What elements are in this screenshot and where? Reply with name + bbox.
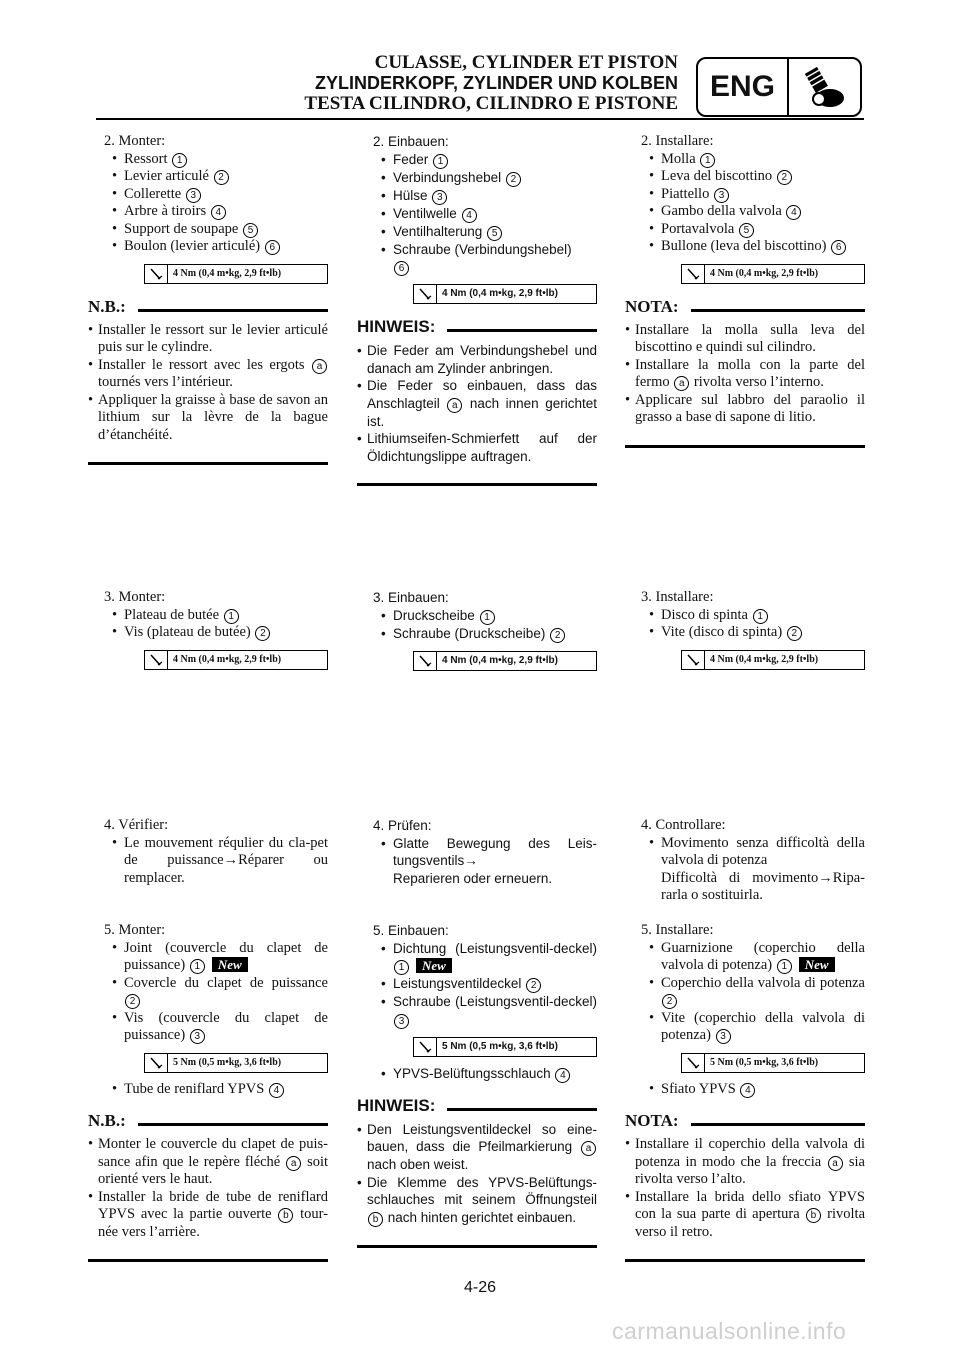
callout-marker: 4: [740, 1083, 755, 1098]
callout-marker: 3: [190, 1029, 205, 1044]
callout-marker: b: [806, 1208, 821, 1223]
it-step3: [625, 589, 865, 678]
list-item: • Support de soupape 5: [88, 221, 328, 239]
note-rule: [447, 329, 597, 332]
callout-marker: 3: [714, 188, 729, 203]
note-rule: [138, 1123, 328, 1126]
torque-wrench-icon: [145, 651, 168, 669]
fr-step5-heading: 5. Monter:: [104, 922, 166, 938]
note-rule: [691, 1123, 865, 1126]
note-item: • Lithiumseifen-Schmierfett auf der Öldichtungslippe auftragen.: [357, 430, 597, 465]
list-item: • Leistungsventildeckel 2: [357, 975, 597, 993]
fr-step5: [88, 922, 328, 1262]
header-title-fr: CULASSE, CYLINDER ET PISTON: [374, 52, 678, 73]
note-item: • Installer la bride de tube de reniflard YPVS avec la partie ouverte b tour-née vers l’arrière.: [88, 1189, 328, 1242]
de-step5: [357, 922, 597, 1248]
de-step5-heading: 5. Einbauen:: [373, 923, 449, 938]
note-header: [625, 298, 865, 316]
callout-marker: 2: [506, 172, 521, 187]
fr-step4-heading: 4. Vérifier:: [104, 817, 169, 833]
list-item: • Coverclе du clapet de puissance 2: [88, 975, 328, 1010]
new-part-badge: New: [416, 958, 452, 973]
callout-marker: 4: [269, 1083, 284, 1098]
note-label: NOTA:: [625, 1111, 679, 1130]
callout-marker: 3: [432, 190, 447, 205]
it-step2: [625, 133, 865, 448]
watermark: carmanualsonline.info: [612, 1318, 847, 1344]
list-item: • Schraube (Verbindungshebel) 6: [357, 241, 597, 277]
list-item: • Boulon (levier articulé) 6: [88, 238, 328, 256]
torque-wrench-icon: [682, 265, 705, 283]
callout-marker: b: [278, 1208, 293, 1223]
list-item: • Le mouvement réqulier du cla-pet de puissance→Réparer ou remplacer.: [88, 835, 328, 888]
fr-step2: [88, 133, 328, 465]
torque-spec: [681, 650, 865, 670]
list-item: • Vis (plateau de butée) 2: [88, 624, 328, 642]
header-title-it: TESTA CILINDRO, CILINDRO E PISTONE: [304, 93, 678, 114]
torque-value: 4 Nm (0,4 m•kg, 2,9 ft•lb): [710, 653, 819, 665]
engine-piston-icon: [787, 59, 860, 115]
callout-marker: 3: [186, 188, 201, 203]
torque-spec: [413, 1037, 597, 1057]
de-step3: [357, 589, 597, 679]
callout-marker: 2: [255, 626, 270, 641]
list-item: • Ventilhalterung 5: [357, 223, 597, 241]
note-end-rule: [88, 1259, 328, 1262]
note-end-rule: [357, 1245, 597, 1248]
new-part-badge: New: [212, 957, 248, 972]
note-item: • Installer le ressort sur le levier articulé puis sur le cylindre.: [88, 322, 328, 357]
list-item: • Schraube (Leistungsventil-deckel) 3: [357, 993, 597, 1029]
callout-marker: 2: [125, 994, 140, 1009]
list-item: • Vis (couvercle du clapet de puissance) 3: [88, 1010, 328, 1045]
list-item: • Molla 1: [625, 151, 865, 169]
list-item: • Levier articulé 2: [88, 168, 328, 186]
torque-wrench-icon: [414, 652, 437, 670]
note-header: [88, 1112, 328, 1130]
list-item: • Leva del biscottino 2: [625, 168, 865, 186]
note-label: NOTA:: [625, 296, 679, 316]
callout-marker: 2: [214, 170, 229, 185]
list-item: • Guarnizione (coperchio della valvola di potenza) 1 New: [625, 940, 865, 975]
torque-value: 5 Nm (0,5 m•kg, 3,6 ft•lb): [710, 1056, 819, 1068]
list-item: • Tube de reniflard YPVS 4: [88, 1081, 328, 1099]
list-item: • Glatte Bewegung des Leis-tungsventils→ Reparieren oder erneuern.: [357, 835, 597, 888]
list-item: • Gambo della valvola 4: [625, 203, 865, 221]
note-label: HINWEIS:: [357, 317, 436, 336]
callout-marker: 1: [224, 609, 239, 624]
note-item: • Installare la molla sulla leva del biscottino e quindi sul cilindro.: [625, 322, 865, 357]
torque-spec: [681, 1053, 865, 1073]
note-item: • Applicare sul labbro del paraolio il grasso a base di sapone di litio.: [625, 392, 865, 427]
note-label: HINWEIS:: [357, 1095, 436, 1115]
fr-step3: [88, 589, 328, 678]
note-item: • Installer le ressort avec les ergots a tournés vers l’intérieur.: [88, 357, 328, 392]
callout-marker: 4: [211, 205, 226, 220]
torque-spec: [144, 650, 328, 670]
note-item: • Installare la molla con la parte del fermo a rivolta verso l’interno.: [625, 357, 865, 392]
torque-spec: [681, 264, 865, 284]
torque-spec: [413, 284, 597, 304]
torque-value: 4 Nm (0,4 m•kg, 2,9 ft•lb): [710, 267, 819, 279]
note-item: • Installare la brida dello sfiato YPVS con la sua parte di apertura b rivolta verso il retro.: [625, 1189, 865, 1242]
callout-marker: a: [312, 359, 327, 374]
callout-marker: 6: [394, 261, 409, 276]
callout-marker: 1: [777, 959, 792, 974]
note-rule: [447, 1108, 597, 1111]
header-rule: [96, 118, 864, 120]
callout-marker: 1: [172, 153, 187, 168]
list-item: • Plateau de butée 1: [88, 607, 328, 625]
callout-marker: 2: [662, 994, 677, 1009]
note-end-rule: [88, 462, 328, 465]
callout-marker: 4: [786, 205, 801, 220]
callout-marker: a: [674, 376, 689, 391]
it-step4: [625, 817, 865, 905]
list-item: • Sfiato YPVS 4: [625, 1081, 865, 1099]
callout-marker: 1: [753, 609, 768, 624]
list-item: • Ventilwelle 4: [357, 205, 597, 223]
new-part-badge: New: [799, 957, 835, 972]
list-item: • Vite (coperchio della valvola di potenza) 3: [625, 1010, 865, 1045]
callout-marker: 4: [462, 208, 477, 223]
callout-marker: 1: [700, 153, 715, 168]
list-item: • Disco di spinta 1: [625, 607, 865, 625]
callout-marker: 1: [480, 610, 495, 625]
section-label: ENG: [709, 70, 775, 103]
callout-marker: 5: [739, 223, 754, 238]
de-step2-heading: 2. Einbauen:: [373, 134, 449, 149]
callout-marker: 5: [487, 226, 502, 241]
fr-step3-heading: 3. Monter:: [104, 589, 166, 605]
torque-value: 5 Nm (0,5 m•kg, 3,6 ft•lb): [442, 1040, 558, 1052]
torque-value: 4 Nm (0,4 m•kg, 2,9 ft•lb): [173, 653, 282, 665]
fr-step2-heading: 2. Monter:: [104, 133, 166, 149]
torque-spec: [413, 651, 597, 671]
list-item: • YPVS-Belüftungsschlauch 4: [357, 1065, 597, 1083]
note-item: • Monter le couvercle du clapet de puis-sance afin que le repère fléché a soit orienté vers le haut.: [88, 1136, 328, 1189]
list-item: • Bullone (leva del biscottino) 6: [625, 238, 865, 256]
callout-marker: 1: [190, 959, 205, 974]
list-item: • Collerette 3: [88, 186, 328, 204]
callout-marker: 2: [526, 978, 541, 993]
list-item: • Hülse 3: [357, 187, 597, 205]
list-item: • Coperchio della valvola di potenza 2: [625, 975, 865, 1010]
header-title-de: ZYLINDERKOPF, ZYLINDER UND KOLBEN: [314, 73, 678, 93]
callout-marker: 1: [433, 154, 448, 169]
note-item: • Installare il coperchio della valvola di potenza in modo che la freccia a sia rivolta verso l’alto.: [625, 1136, 865, 1189]
torque-wrench-icon: [414, 285, 437, 303]
torque-value: 5 Nm (0,5 m•kg, 3,6 ft•lb): [173, 1056, 282, 1068]
de-step4: [357, 817, 597, 887]
list-item: • Druckscheibe 1: [357, 607, 597, 625]
torque-spec: [144, 264, 328, 284]
note-label: N.B.:: [88, 1111, 126, 1130]
note-rule: [138, 309, 328, 312]
torque-wrench-icon: [682, 1054, 705, 1072]
torque-wrench-icon: [145, 1054, 168, 1072]
de-step4-heading: 4. Prüfen:: [373, 818, 432, 833]
it-step2-heading: 2. Installare:: [641, 133, 714, 149]
callout-marker: 3: [716, 1029, 731, 1044]
note-item: • Die Feder am Verbindungshebel und danach am Zylinder anbringen.: [357, 342, 597, 377]
torque-spec: [144, 1053, 328, 1073]
list-item: • Movimento senza difficoltà della valvola di potenza Difficoltà di movimento→Ripa-rarla o sostituirla.: [625, 835, 865, 905]
callout-marker: 2: [777, 170, 792, 185]
note-label: N.B.:: [88, 296, 126, 316]
callout-marker: a: [447, 398, 462, 413]
note-end-rule: [357, 483, 597, 486]
torque-wrench-icon: [682, 651, 705, 669]
callout-marker: a: [828, 1156, 843, 1171]
it-step3-heading: 3. Installare:: [641, 589, 714, 605]
list-item: • Portavalvola 5: [625, 221, 865, 239]
list-item: • Arbre à tiroirs 4: [88, 203, 328, 221]
note-end-rule: [625, 445, 865, 448]
torque-value: 4 Nm (0,4 m•kg, 2,9 ft•lb): [442, 288, 558, 300]
torque-value: 4 Nm (0,4 m•kg, 2,9 ft•lb): [442, 654, 558, 666]
callout-marker: 6: [831, 240, 846, 255]
list-item: • Ressort 1: [88, 151, 328, 169]
list-item: • Feder 1: [357, 151, 597, 169]
it-step5: [625, 922, 865, 1262]
note-item: • Die Feder so einbauen, dass das Anschlagteil a nach innen gerichtet ist.: [357, 377, 597, 430]
torque-value: 4 Nm (0,4 m•kg, 2,9 ft•lb): [173, 267, 282, 279]
list-item: • Joint (couvercle du clapet de puissance) 1 New: [88, 940, 328, 975]
callout-marker: 2: [550, 628, 565, 643]
de-step2: [357, 133, 597, 486]
list-item: • Vite (disco di spinta) 2: [625, 624, 865, 642]
list-item: • Verbindungshebel 2: [357, 169, 597, 187]
callout-marker: 3: [394, 1014, 409, 1029]
callout-marker: 1: [394, 960, 409, 975]
note-header: [88, 298, 328, 316]
list-item: • Dichtung (Leistungsventil-deckel) 1 New: [357, 940, 597, 976]
page-number: 4-26: [463, 1279, 497, 1296]
note-item: • Den Leistungsventildeckel so eine-bauen, dass die Pfeilmarkierung a nach oben weist.: [357, 1121, 597, 1174]
callout-marker: 6: [265, 240, 280, 255]
note-header: [625, 1112, 865, 1130]
note-item: • Appliquer la graisse à base de savon an lithium sur la lèvre de la bague d’étanchéité.: [88, 392, 328, 445]
it-step5-heading: 5. Installare:: [641, 922, 714, 938]
fr-step4: [88, 817, 328, 887]
torque-wrench-icon: [145, 265, 168, 283]
callout-marker: 5: [243, 223, 258, 238]
note-item: • Die Klemme des YPVS-Belüftungs-schlauches mit seinem Öffnungsteil b nach hinten gerichtet einbauen.: [357, 1174, 597, 1227]
de-step3-heading: 3. Einbauen:: [373, 590, 449, 605]
callout-marker: 4: [555, 1068, 570, 1083]
callout-marker: a: [286, 1156, 301, 1171]
note-header: [357, 318, 597, 336]
note-rule: [691, 309, 865, 312]
section-badge: [696, 57, 862, 117]
callout-marker: 2: [787, 626, 802, 641]
it-step4-heading: 4. Controllare:: [641, 817, 726, 833]
callout-marker: b: [368, 1212, 383, 1227]
note-header: [357, 1097, 597, 1115]
list-item: • Piattello 3: [625, 186, 865, 204]
note-end-rule: [625, 1259, 865, 1262]
list-item: • Schraube (Druckscheibe) 2: [357, 625, 597, 643]
callout-marker: a: [581, 1141, 596, 1156]
page-header-titles: [304, 52, 678, 114]
torque-wrench-icon: [414, 1038, 437, 1056]
